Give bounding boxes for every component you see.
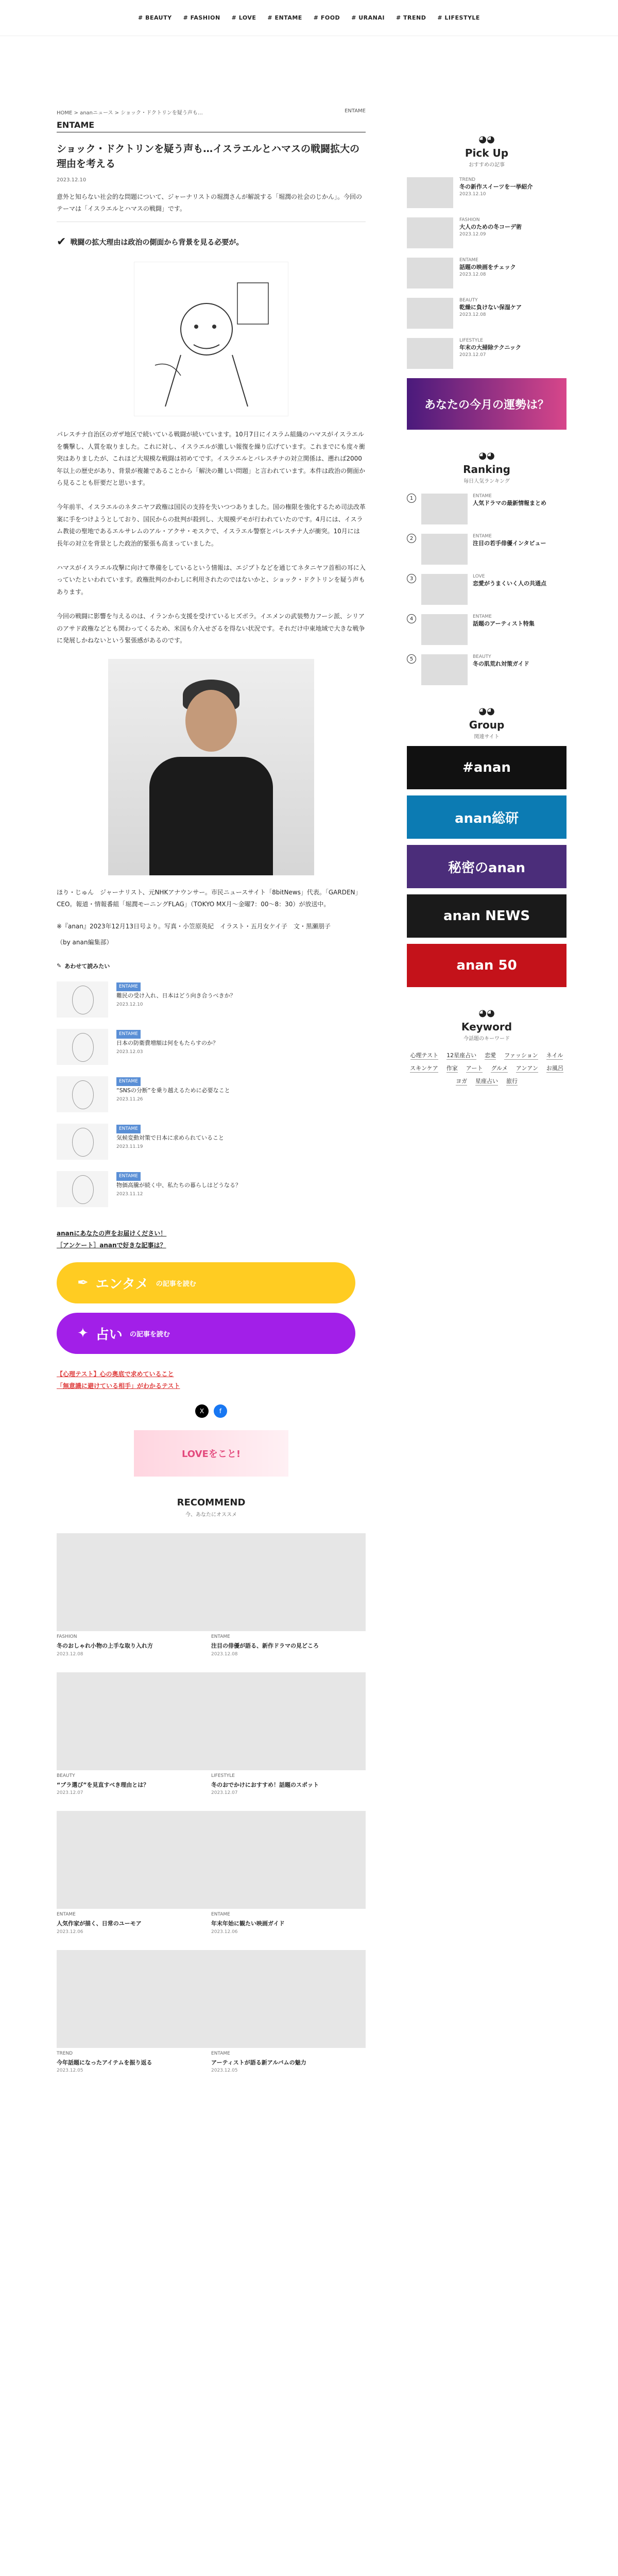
recommend-title[interactable]: 年末年始に観たい映画ガイド (211, 1920, 285, 1927)
pickup-title[interactable]: 大人のための冬コーデ術 (459, 224, 522, 230)
category-tag: ENTAME (116, 1030, 141, 1039)
pickup-item[interactable] (407, 258, 566, 289)
category-tag: ENTAME (116, 982, 141, 991)
pickup-list (407, 177, 566, 369)
recommend-image[interactable] (57, 1672, 211, 1770)
keyword-link[interactable]: 星座占い (475, 1078, 498, 1084)
pickup-category: LIFESTYLE (459, 338, 483, 343)
recommend-subtitle: 今、あなたにオススメ (185, 1512, 237, 1518)
recommend-card[interactable] (57, 1672, 211, 1796)
pickup-thumbnail[interactable] (407, 298, 453, 329)
recommend-title[interactable]: 今年話題になったアイテムを振り返る (57, 2059, 152, 2066)
ranking-title[interactable]: 冬の肌荒れ対策ガイド (473, 660, 529, 667)
related-item[interactable] (57, 981, 366, 1018)
nav-item[interactable]: # ENTAME (267, 14, 302, 21)
glasses-icon: ◕◕ (478, 450, 495, 461)
pickup-thumbnail[interactable] (407, 217, 453, 248)
related-thumbnail[interactable] (57, 1076, 108, 1112)
recommend-grid (57, 1533, 366, 2089)
keyword-link[interactable]: 恋愛 (485, 1052, 496, 1059)
recommend-date: 2023.12.06 (211, 1929, 238, 1935)
related-item[interactable] (57, 1029, 366, 1065)
section-heading: ✔ 戦闘の拡大理由は政治の側面から背景を見る必要が。 (57, 235, 244, 249)
category-label: ENTAME (57, 120, 366, 132)
keyword-link[interactable]: スキンケア (410, 1065, 438, 1072)
ranking-info (473, 494, 546, 508)
related-title[interactable]: 物価高騰が続く中、私たちの暮らしはどうなる？ (116, 1182, 241, 1189)
group-banner[interactable]: anan 50 (407, 944, 566, 987)
pickup-thumbnail[interactable] (407, 177, 453, 208)
recommend-title[interactable]: 注目の俳優が語る、新作ドラマの見どころ (211, 1642, 319, 1649)
ranking-item[interactable] (407, 534, 566, 565)
recommend-category: ENTAME (211, 1634, 230, 1639)
pickup-thumbnail[interactable] (407, 258, 453, 289)
pickup-date: 2023.12.07 (459, 352, 486, 358)
quiz-links (57, 1368, 366, 1392)
ranking-title[interactable]: 恋愛がうまくいく人の共通点 (473, 580, 546, 587)
pickup-title[interactable]: 乾燥に負けない保湿ケア (459, 304, 522, 311)
pickup-subtitle: おすすめの記事 (468, 162, 505, 168)
rank-number: 2 (407, 534, 416, 543)
related-meta (116, 1171, 241, 1181)
author-bio: ほり・じゅん ジャーナリスト、元NHKアナウンサー。市民ニュースサイト「8bitNews」代表。「GARDEN」CEO。報道・情報番組「堀潤モーニングFLAG」（TOKYO MX月〜金曜7：00〜8：30）が放送中。 (57, 889, 362, 908)
ranking-info (473, 534, 546, 548)
share-buttons (57, 1404, 366, 1418)
keyword-link[interactable]: 旅行 (506, 1078, 518, 1084)
pickup-date: 2023.12.08 (459, 312, 486, 317)
crystal-icon: ✦ (77, 1326, 89, 1342)
related-info (116, 1124, 224, 1160)
ranking-title[interactable]: 注目の若手俳優インタビュー (473, 540, 546, 547)
rank-number: 4 (407, 614, 416, 623)
keyword-list (407, 1051, 566, 1086)
group-banners (407, 746, 566, 987)
nav-item[interactable]: # LIFESTYLE (437, 14, 480, 21)
keyword-link[interactable]: ファッション (504, 1052, 538, 1059)
category-tag: ENTAME (116, 1077, 141, 1086)
quiz-link[interactable]: 【心理テスト】心の奥底で求めていること (57, 1370, 174, 1378)
ranking-item[interactable] (407, 494, 566, 524)
pickup-info (459, 338, 521, 358)
rank-number: 3 (407, 574, 416, 583)
pickup-category: TREND (459, 177, 476, 182)
ranking-category: LOVE (473, 574, 485, 579)
keyword-link[interactable]: 作家 (446, 1065, 458, 1072)
pickup-date: 2023.12.10 (459, 191, 486, 197)
ranking-item[interactable] (407, 614, 566, 645)
glasses-icon: ◕◕ (478, 134, 495, 145)
pickup-title[interactable]: 年末の大掃除テクニック (459, 344, 521, 351)
pickup-item[interactable] (407, 217, 566, 248)
ranking-subtitle: 毎日人気ランキング (464, 479, 510, 484)
sidebar (407, 113, 566, 1086)
ranking-item[interactable] (407, 654, 566, 685)
paragraph: パレスチナ自治区のガザ地区で続いている戦闘が続いています。10月7日にイスラム組織のハマスがイスラエルを襲撃し、人質を取りました。これに対し、イスラエルが激しい報復を繰り広げています。これまでにも度々衝突はありましたが、これほど大規模な戦闘は初めてです。イスラエルとパレスチナの対立関係は、遡れば2000年以上の歴史があり、背景が複雑であることから「解決の難しい問題」と言われています。本件は政治の側面から見ることも肝要だと思います。 (57, 431, 366, 487)
keyword-link[interactable]: ネイル (546, 1052, 563, 1059)
related-info (116, 1029, 218, 1065)
page-title: ショック・ドクトリンを疑う声も…イスラエルとハマスの戦闘拡大の理由を考える (57, 143, 360, 170)
keyword-link[interactable]: 心理テスト (410, 1052, 439, 1059)
category-tag: ENTAME (116, 1172, 141, 1181)
credit-note: ※『anan』2023年12月13日号より。写真・小笠原英紀 イラスト・五月女ケイ子 文・黒瀬朋子 (57, 922, 331, 930)
pickup-item[interactable] (407, 298, 566, 329)
related-date: 2023.11.26 (116, 1096, 143, 1102)
recommend-category: BEAUTY (57, 1773, 75, 1778)
keyword-link[interactable]: お風呂 (546, 1065, 563, 1072)
fortune-banner[interactable]: あなたの今月の運勢は？ (407, 378, 566, 430)
nav-item[interactable]: # BEAUTY (138, 14, 172, 21)
related-item[interactable] (57, 1171, 366, 1207)
keyword-link[interactable]: グルメ (491, 1065, 508, 1072)
keyword-title: Keyword (461, 1021, 512, 1033)
category-tag: ENTAME (116, 1125, 141, 1133)
lead-text: 意外と知らない社会的な問題について、ジャーナリストの堀潤さんが解説する「堀潤の社会のじかん」。今回のテーマは「イスラエルとハマスの戦闘」です。 (57, 193, 363, 212)
recommend-image[interactable] (211, 1533, 366, 1631)
pickup-date: 2023.12.09 (459, 231, 486, 237)
uranai-button[interactable]: ✦ 占い の記事を読む (57, 1313, 355, 1354)
pickup-info (459, 298, 522, 317)
rank-number: 5 (407, 654, 416, 664)
recommend-date: 2023.12.06 (57, 1929, 83, 1935)
breadcrumb-category[interactable]: ENTAME (345, 108, 366, 114)
related-thumbnail[interactable] (57, 1124, 108, 1160)
recommend-image[interactable] (57, 1811, 211, 1909)
related-info (116, 1171, 241, 1207)
ranking-info (473, 614, 535, 629)
recommend-image[interactable] (211, 1672, 366, 1770)
related-thumbnail[interactable] (57, 1029, 108, 1065)
publish-date: 2023.12.10 (57, 177, 87, 183)
keyword-link[interactable]: アート (466, 1065, 483, 1072)
breadcrumb[interactable]: HOME > ananニュース > ショック・ドクトリンを疑う声も… (57, 110, 203, 116)
pickup-item[interactable] (407, 177, 566, 208)
facebook-share-icon[interactable]: f (214, 1404, 227, 1418)
recommend-date: 2023.12.07 (211, 1790, 238, 1796)
ranking-title[interactable]: 人気ドラマの最新情報まとめ (473, 500, 546, 506)
ranking-info (473, 654, 529, 669)
related-info (116, 981, 236, 1018)
pickup-info (459, 258, 516, 277)
article-main (57, 108, 366, 2089)
keyword-link[interactable]: アンアン (516, 1065, 538, 1072)
pickup-category: ENTAME (459, 258, 478, 263)
recommend-image[interactable] (57, 1950, 211, 2048)
recommend-card[interactable] (57, 1533, 211, 1657)
ranking-thumbnail[interactable] (421, 534, 468, 565)
promo-banner[interactable]: LOVEをこと! (134, 1430, 288, 1477)
illustration (134, 262, 288, 416)
related-title[interactable]: “SNSの分断”を乗り越えるために必要なこと (116, 1087, 230, 1094)
recommend-date: 2023.12.05 (57, 2068, 83, 2074)
related-date: 2023.11.19 (116, 1144, 143, 1149)
ranking-thumbnail[interactable] (421, 574, 468, 605)
recommend-image[interactable] (57, 1533, 211, 1631)
paragraph: 今年前半、イスラエルのネタニヤフ政権は国民の支持を失いつつありました。国の権限を強化するため司法改革案に手をつけようとしており、国民からの批判が殺到し、大規模デモが行われていたのです。4月には、イスラム教徒の聖地であるエルサレムのアル・アクサ・モスクで、イスラエル警察とパレスチナ人が衝突。10月には長年の対立を背景とした政治的緊張も高まっていました。 (57, 503, 366, 547)
book-icon: ✎ (57, 962, 62, 970)
ranking-list (407, 494, 566, 685)
nav-item[interactable]: # FASHION (183, 14, 220, 21)
keyword-link[interactable]: 12星座占い (447, 1052, 477, 1059)
recommend-title[interactable]: 人気作家が描く、日常のユーモア (57, 1920, 142, 1927)
nav-item[interactable]: # FOOD (313, 14, 340, 21)
related-thumbnail[interactable] (57, 1171, 108, 1207)
ranking-category: BEAUTY (473, 654, 491, 659)
glasses-icon: ◕◕ (478, 1008, 495, 1019)
survey-link[interactable]: ［アンケート］ananで好きな記事は？ (57, 1241, 166, 1249)
related-meta (116, 1124, 224, 1133)
related-date: 2023.12.03 (116, 1049, 143, 1055)
recommend-date: 2023.12.08 (57, 1651, 83, 1657)
group-banner[interactable]: #anan (407, 746, 566, 789)
recommend-card[interactable] (211, 1811, 366, 1935)
related-date: 2023.12.10 (116, 1002, 143, 1007)
pickup-date: 2023.12.08 (459, 272, 486, 277)
pickup-item[interactable] (407, 338, 566, 369)
ranking-category: ENTAME (473, 614, 492, 619)
related-item[interactable] (57, 1076, 366, 1112)
byline: （by anan編集部） (57, 938, 113, 946)
recommend-category: ENTAME (211, 1912, 230, 1918)
related-info (116, 1076, 230, 1112)
recommend-image[interactable] (211, 1950, 366, 2048)
ranking-item[interactable] (407, 574, 566, 605)
rank-number: 1 (407, 494, 416, 503)
nav-item[interactable]: # URANAI (351, 14, 385, 21)
recommend-category: TREND (57, 2050, 73, 2056)
pickup-title: Pick Up (465, 147, 509, 159)
ranking-title[interactable]: 話題のアーティスト特集 (473, 620, 535, 627)
related-heading: ✎ あわせて読みたい (57, 962, 110, 970)
keyword-subtitle: 今話題のキーワード (464, 1036, 510, 1042)
nav-item[interactable]: # LOVE (231, 14, 256, 21)
recommend-category: LIFESTYLE (211, 1773, 235, 1778)
pickup-title[interactable]: 冬の新作スイーツを一挙紹介 (459, 183, 533, 190)
pen-icon: ✒ (77, 1275, 89, 1291)
group-banner[interactable]: 秘密のanan (407, 845, 566, 888)
ranking-title: Ranking (463, 463, 510, 476)
related-meta (116, 1076, 230, 1086)
pickup-category: FASHION (459, 217, 480, 223)
related-title[interactable]: 気候変動対策で日本に求められていること (116, 1134, 224, 1142)
pickup-thumbnail[interactable] (407, 338, 453, 369)
x-share-icon[interactable]: X (195, 1404, 209, 1418)
recommend-card[interactable] (211, 1533, 366, 1657)
paragraph: 今回の戦闘に影響を与えるのは、イランから支援を受けているヒズボラ。イエメンの武装勢力フーシ派、シリアのアサド政権などとも関わってくるため、米国も介入せざるを得ない状況です。それだけ中東地域で大きな戦争に発展しかねないという緊張感があるのです。 (57, 613, 365, 644)
survey-links (57, 1228, 366, 1251)
recommend-card[interactable] (57, 1811, 211, 1935)
group-title: Group (469, 719, 505, 731)
entame-button[interactable]: ✒ エンタメ の記事を読む (57, 1262, 355, 1303)
glasses-icon: ◕◕ (478, 706, 495, 717)
related-list (57, 981, 366, 1207)
group-banner[interactable]: anan総研 (407, 795, 566, 839)
quiz-link[interactable]: 「無意識に避けている相手」がわかるテスト (57, 1382, 180, 1390)
nav-item[interactable]: # TREND (396, 14, 426, 21)
ranking-category: ENTAME (473, 494, 492, 499)
pickup-title[interactable]: 話題の映画をチェック (459, 264, 516, 270)
survey-link[interactable]: ananにあなたの声をお届けください！ (57, 1229, 167, 1237)
related-item[interactable] (57, 1124, 366, 1160)
related-title[interactable]: 難民の受け入れ、日本はどう向き合うべきか？ (116, 992, 236, 999)
ranking-info (473, 574, 546, 588)
recommend-category: ENTAME (211, 2050, 230, 2056)
related-meta (116, 1029, 218, 1039)
pickup-info (459, 217, 522, 237)
top-nav (0, 0, 618, 36)
recommend-date: 2023.12.07 (57, 1790, 83, 1796)
recommend-category: FASHION (57, 1634, 77, 1639)
article-body (57, 429, 366, 647)
ranking-thumbnail[interactable] (421, 494, 468, 524)
recommend-card[interactable] (57, 1950, 211, 2074)
checkmark-icon: ✔ (57, 235, 66, 249)
group-subtitle: 関連サイト (474, 734, 500, 740)
recommend-card[interactable] (211, 1672, 366, 1796)
recommend-card[interactable] (211, 1950, 366, 2074)
paragraph: ハマスがイスラエル攻撃に向けて準備をしているという情報は、エジプトなどを通じてネタニヤフ首相の耳に入っていたといわれています。政権批判のかわしに利用されたのではないかと、ショック・ドクトリンを疑う声もあります。 (57, 564, 366, 596)
recommend-date: 2023.12.08 (211, 1651, 238, 1657)
recommend-image[interactable] (211, 1811, 366, 1909)
recommend-title[interactable]: 冬のおでかけにおすすめ！話題のスポット (211, 1781, 319, 1788)
group-banner[interactable]: anan NEWS (407, 894, 566, 938)
keyword-link[interactable]: ヨガ (456, 1078, 467, 1084)
recommend-title[interactable]: アーティストが語る新アルバムの魅力 (211, 2059, 306, 2066)
recommend-category: ENTAME (57, 1912, 76, 1918)
ranking-thumbnail[interactable] (421, 654, 468, 685)
ranking-thumbnail[interactable] (421, 614, 468, 645)
author-photo (108, 659, 314, 875)
pickup-category: BEAUTY (459, 298, 478, 303)
recommend-title[interactable]: 冬のおしゃれ小物の上手な取り入れ方 (57, 1642, 153, 1649)
pickup-info (459, 177, 533, 197)
recommend-date: 2023.12.05 (211, 2068, 238, 2074)
related-title[interactable]: 日本の防衛費増額は何をもたらすのか？ (116, 1040, 218, 1047)
related-meta (116, 981, 236, 991)
related-date: 2023.11.12 (116, 1191, 143, 1197)
recommend-title[interactable]: “ブラ選び”を見直すべき理由とは？ (57, 1781, 149, 1788)
ranking-category: ENTAME (473, 534, 492, 539)
related-thumbnail[interactable] (57, 981, 108, 1018)
recommend-title: RECOMMEND (177, 1497, 246, 1508)
